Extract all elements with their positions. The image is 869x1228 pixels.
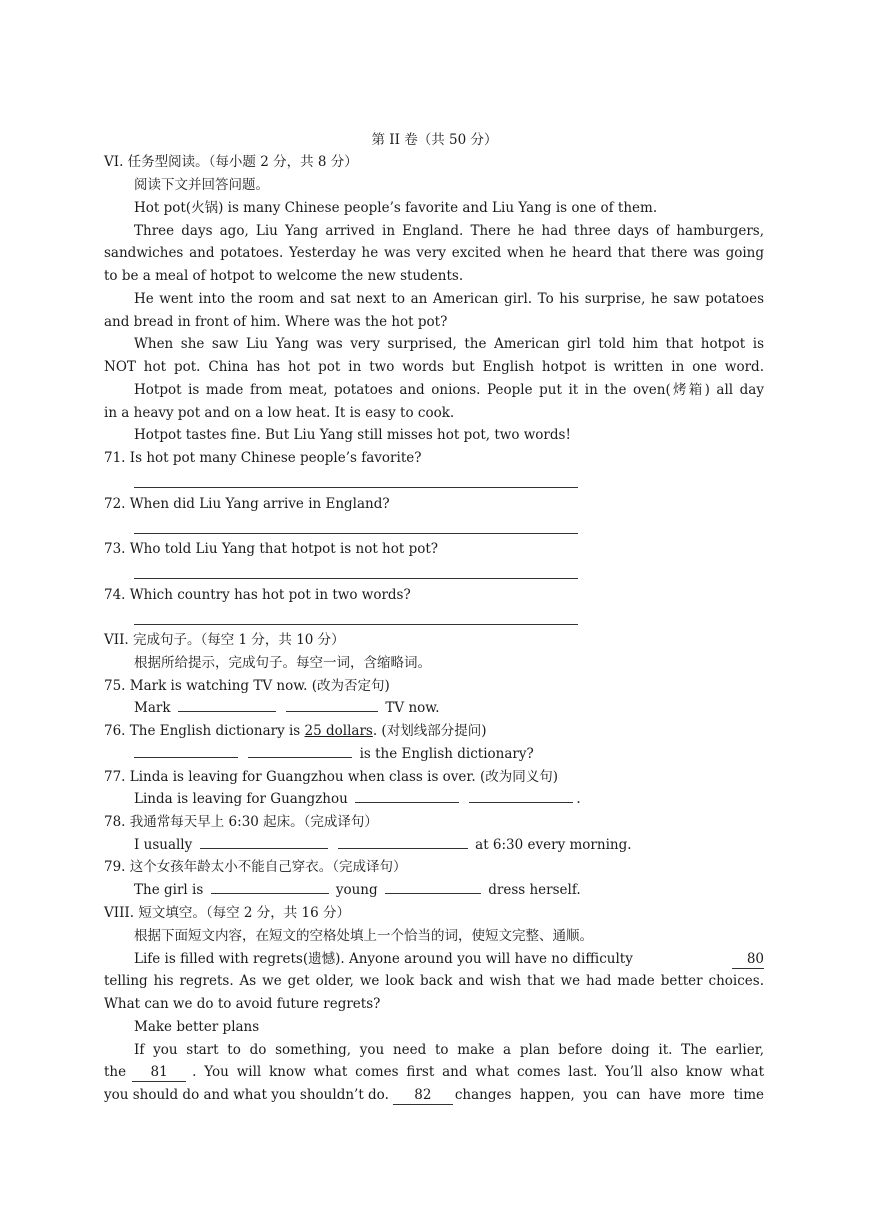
passage-line bbox=[104, 1086, 764, 1105]
passage-line: What can we do to avoid future regrets? bbox=[104, 996, 381, 1012]
answer-text: at 6:30 every morning. bbox=[475, 837, 632, 853]
blank[interactable] bbox=[248, 745, 352, 758]
blank[interactable] bbox=[469, 790, 573, 803]
passage-text: Life is filled with regrets(遗憾). Anyone around you will have no difficulty bbox=[134, 951, 633, 967]
answer-77 bbox=[134, 790, 581, 808]
underlined-text: 25 dollars bbox=[304, 723, 373, 739]
passage-line: When she saw Liu Yang was very surprised, the American girl told him that hotpot is bbox=[134, 336, 764, 352]
blank-81[interactable]: 81 bbox=[132, 1063, 186, 1082]
blank-80[interactable]: 80 bbox=[732, 950, 764, 969]
subheading: Make better plans bbox=[134, 1019, 260, 1035]
answer-78 bbox=[134, 836, 632, 854]
passage-text: . You will know what comes first and what comes last. You’ll also know what bbox=[192, 1064, 764, 1080]
passage-text: the bbox=[104, 1064, 127, 1080]
answer-text: I usually bbox=[134, 837, 193, 853]
passage-line bbox=[104, 1063, 764, 1082]
answer-76 bbox=[134, 745, 534, 763]
blank-82[interactable]: 82 bbox=[393, 1086, 453, 1105]
passage-line: to be a meal of hotpot to welcome the new students. bbox=[104, 268, 464, 284]
passage-line: Hotpot is made from meat, potatoes and onions. People put it in the oven(烤箱) all day bbox=[134, 382, 764, 398]
blank[interactable] bbox=[134, 745, 238, 758]
question-79: 79. 这个女孩年龄太小不能自己穿衣。（完成译句） bbox=[104, 859, 407, 875]
blank[interactable] bbox=[286, 699, 378, 712]
answer-79 bbox=[134, 881, 581, 899]
answer-line-73[interactable] bbox=[134, 578, 578, 579]
passage-line: telling his regrets. As we get older, we look back and wish that we had made better choices. bbox=[104, 973, 764, 989]
question-71: 71. Is hot pot many Chinese people’s favorite? bbox=[104, 450, 422, 466]
question-72: 72. When did Liu Yang arrive in England? bbox=[104, 496, 390, 512]
blank[interactable] bbox=[178, 699, 276, 712]
answer-line-71[interactable] bbox=[134, 487, 578, 488]
blank[interactable] bbox=[200, 836, 328, 849]
answer-line-72[interactable] bbox=[134, 533, 578, 534]
section-7-instruction: 根据所给提示，完成句子。每空一词，含缩略词。 bbox=[134, 655, 431, 671]
section-6-heading: VI. 任务型阅读。（每小题 2 分，共 8 分） bbox=[104, 154, 358, 170]
passage-line: If you start to do something, you need to make a plan before doing it. The earlier, bbox=[134, 1042, 764, 1058]
question-text: 76. The English dictionary is bbox=[104, 723, 305, 739]
question-73: 73. Who told Liu Yang that hotpot is not hot pot? bbox=[104, 541, 439, 557]
passage-line: Hotpot tastes fine. But Liu Yang still misses hot pot, two words! bbox=[134, 427, 571, 443]
answer-text: Mark bbox=[134, 700, 171, 716]
passage-line bbox=[134, 950, 764, 969]
answer-text: dress herself. bbox=[488, 882, 581, 898]
passage-line: NOT hot pot. China has hot pot in two words but English hotpot is written in one word. bbox=[104, 359, 764, 375]
blank[interactable] bbox=[355, 790, 459, 803]
question-75: 75. Mark is watching TV now. (改为否定句) bbox=[104, 678, 390, 694]
passage-line: He went into the room and sat next to an American girl. To his surprise, he saw potatoes bbox=[134, 291, 764, 307]
passage-text: changes happen, you can have more time bbox=[454, 1087, 764, 1103]
answer-text: young bbox=[335, 882, 378, 898]
answer-75 bbox=[134, 699, 440, 717]
answer-text: The girl is bbox=[134, 882, 204, 898]
answer-text: . bbox=[576, 791, 581, 807]
blank[interactable] bbox=[211, 881, 329, 894]
question-78: 78. 我通常每天早上 6:30 起床。（完成译句） bbox=[104, 814, 378, 830]
section-6-instruction: 阅读下文并回答问题。 bbox=[134, 177, 269, 193]
passage-line: Three days ago, Liu Yang arrived in England. There he had three days of hamburgers, bbox=[134, 223, 764, 239]
question-77: 77. Linda is leaving for Guangzhou when class is over. (改为同义句) bbox=[104, 769, 559, 785]
section-8-instruction: 根据下面短文内容，在短文的空格处填上一个恰当的词，使短文完整、通顺。 bbox=[134, 928, 593, 944]
passage-line: sandwiches and potatoes. Yesterday he was very excited when he heard that there was going bbox=[104, 245, 764, 261]
blank[interactable] bbox=[385, 881, 481, 894]
section-8-heading: VIII. 短文填空。（每空 2 分，共 16 分） bbox=[104, 905, 351, 921]
passage-line: and bread in front of him. Where was the hot pot? bbox=[104, 314, 448, 330]
answer-text: TV now. bbox=[385, 700, 440, 716]
answer-line-74[interactable] bbox=[134, 624, 578, 625]
answer-text: is the English dictionary? bbox=[359, 746, 534, 762]
section-title: 第 II 卷（共 50 分） bbox=[371, 132, 498, 148]
question-76 bbox=[104, 722, 486, 740]
question-74: 74. Which country has hot pot in two words? bbox=[104, 587, 411, 603]
passage-text: you should do and what you shouldn’t do. bbox=[104, 1087, 389, 1103]
blank[interactable] bbox=[338, 836, 468, 849]
section-7-heading: VII. 完成句子。（每空 1 分，共 10 分） bbox=[104, 632, 345, 648]
question-text: . (对划线部分提问) bbox=[372, 723, 487, 739]
passage-line: in a heavy pot and on a low heat. It is easy to cook. bbox=[104, 405, 455, 421]
passage-line: Hot pot(火锅) is many Chinese people’s favorite and Liu Yang is one of them. bbox=[134, 200, 658, 216]
answer-text: Linda is leaving for Guangzhou bbox=[134, 791, 348, 807]
